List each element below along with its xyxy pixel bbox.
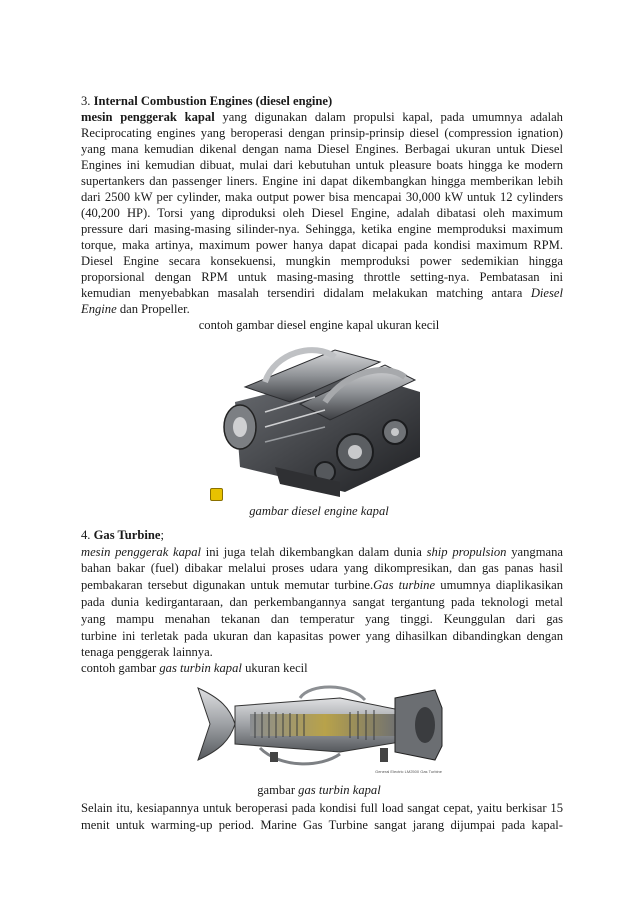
paragraph-line: menit untuk warming-up period. Marine Gas Turbine sangat jarang dijumpai pada kapal- bbox=[81, 818, 563, 832]
line-text: kemudian menyebabkan masalah tersendiri didalam melakukan matching antara bbox=[81, 286, 523, 300]
italic-text: gas turbin kapal bbox=[298, 783, 381, 797]
line-text: ukuran kecil bbox=[245, 661, 308, 675]
line-text: pembakaran tersebut digunakan untuk memutar turbine. bbox=[81, 578, 374, 592]
bold-lead-text: mesin penggerak kapal bbox=[81, 110, 215, 124]
paragraph-line: Engines ini kemudian dibuat, mulai dari kebutuhan untuk pleasure boats hingga ke modern bbox=[81, 158, 563, 172]
paragraph-line bbox=[81, 577, 563, 593]
paragraph-line: bahan bakar (fuel) dibakar melalui proses udara yang dikompresikan, dan gas panas hasil bbox=[81, 561, 563, 575]
section-3-number: 3. bbox=[81, 94, 91, 108]
turbine-image-label: General Electric LM2500 Gas Turbine bbox=[375, 769, 442, 774]
italic-text: ship propulsion bbox=[426, 545, 507, 559]
line-text: contoh gambar bbox=[81, 661, 157, 675]
paragraph-line: torque, maka artinya, maximum power hanya dapat dicapai pada kondisi maximum RPM. bbox=[81, 238, 563, 252]
italic-text: Gas turbine bbox=[373, 578, 436, 592]
gas-turbine-illustration bbox=[190, 668, 452, 780]
diesel-engine-illustration bbox=[205, 332, 445, 502]
diesel-engine-image bbox=[205, 332, 445, 502]
paragraph-line: (40,200 HP). Torsi yang diproduksi oleh Diesel Engine, adalah dibatasi oleh maximum bbox=[81, 206, 563, 220]
paragraph-line: pressure dari masing-masing silinder-nya. Sehingga, ketika engine memproduksi maximum bbox=[81, 222, 563, 236]
italic-text: mesin penggerak kapal bbox=[81, 545, 202, 559]
paragraph-line bbox=[81, 301, 563, 317]
paragraph-line bbox=[81, 109, 563, 125]
line-text: umumnya diaplikasikan bbox=[440, 578, 564, 592]
heading-suffix: ; bbox=[160, 528, 164, 542]
paragraph-line: supertankers dan passenger liners. Engine ini dapat dikembangkan hingga memberikan lebih bbox=[81, 174, 563, 188]
section-4-heading bbox=[81, 527, 563, 543]
paragraph-line: Diesel Engine secara konsekuensi, mungkin memproduksi power sedemikian hingga bbox=[81, 254, 563, 268]
paragraph-line: yang mampu menahan tekanan dan temperatur yang tinggi. Keunggulan dari gas bbox=[81, 612, 563, 626]
paragraph-line bbox=[81, 544, 563, 560]
section-4-number: 4. bbox=[81, 528, 91, 542]
gas-turbine-image bbox=[190, 668, 452, 780]
section-4-title: Gas Turbine bbox=[93, 528, 161, 542]
diesel-image-caption: gambar diesel engine kapal bbox=[249, 504, 389, 518]
image-placeholder-icon bbox=[210, 488, 223, 501]
line-text: ini juga telah dikembangkan dalam dunia bbox=[205, 545, 422, 559]
line-text: dan Propeller. bbox=[119, 302, 190, 316]
section-3-title: Internal Combustion Engines (diesel engine) bbox=[93, 94, 333, 108]
italic-text: gas turbin kapal bbox=[159, 661, 242, 675]
italic-text: Diesel bbox=[530, 286, 563, 300]
paragraph-line: turbine ini terletak pada ukuran dan kapasitas power yang dihasilkan dibandingkan dengan bbox=[81, 629, 563, 643]
paragraph-line bbox=[81, 285, 563, 301]
line-text: yang digunakan dalam propulsi kapal, pada umumnya adalah bbox=[222, 110, 563, 124]
paragraph-line: tenaga penggerak lainnya. bbox=[81, 645, 213, 659]
paragraph-line: Reciprocating engines yang beroperasi dengan prinsip-prinsip diesel (compression ignation) bbox=[81, 126, 563, 140]
paragraph-line: dari 2500 kW per cylinder, maka output power bisa mencapai 30,000 kW untuk 12 cylinders bbox=[81, 190, 563, 204]
paragraph-line: proporsional dengan RPM untuk masing-masing throttle setting-nya. Pembatasan ini bbox=[81, 270, 563, 284]
section-3-heading bbox=[81, 93, 563, 109]
diesel-image-intro: contoh gambar diesel engine kapal ukuran kecil bbox=[198, 318, 440, 332]
paragraph-line: yang mana kemudian dikenal dengan nama Diesel Engines. Berbagai ukuran untuk Diesel bbox=[81, 142, 563, 156]
caption-text: gambar bbox=[257, 783, 296, 797]
paragraph-line: pada dunia kedirgantaraan, dan perkembangannya sangat tergantung pada teknologi metal bbox=[81, 595, 563, 609]
line-text: yangmana bbox=[511, 545, 563, 559]
paragraph-line: Selain itu, kesiapannya untuk beroperasi pada kondisi full load sangat cepat, yaitu berkisar 15 bbox=[81, 801, 563, 815]
italic-text: Engine bbox=[81, 302, 117, 316]
gas-turbine-image-caption bbox=[0, 783, 638, 798]
